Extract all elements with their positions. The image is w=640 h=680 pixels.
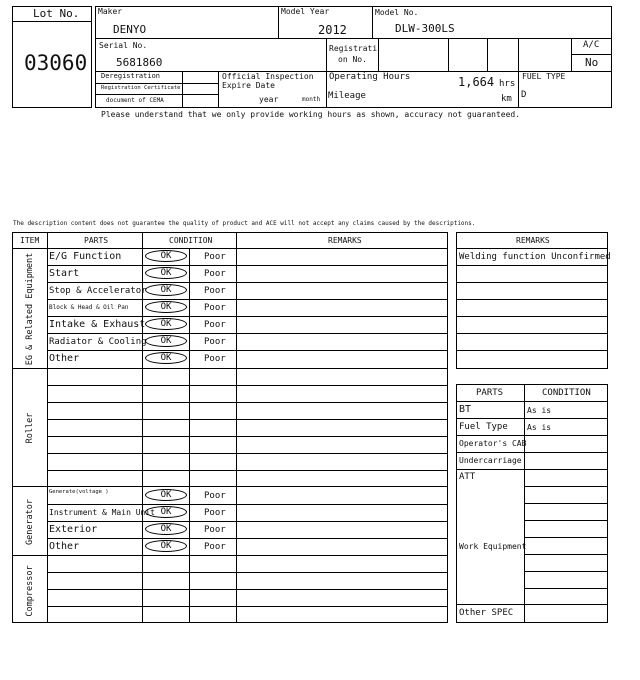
operating-hours-label: Operating Hours bbox=[329, 72, 411, 82]
other-spec-label: Other SPEC bbox=[459, 608, 514, 618]
ok-circled: OK bbox=[145, 352, 187, 364]
side-remarks-header: REMARKS bbox=[516, 236, 550, 245]
working-hours-notice: Please understand that we only provide working hours as shown, accuracy not guaranteed. bbox=[101, 110, 521, 119]
ok-circled: OK bbox=[145, 523, 187, 535]
remark-item: Welding function Unconfirmed bbox=[459, 252, 611, 262]
ok-circled: OK bbox=[145, 250, 187, 262]
poor-label: Poor bbox=[204, 354, 226, 364]
ok-circled: OK bbox=[145, 318, 187, 330]
deregistration-label: Deregistration bbox=[101, 72, 161, 80]
item-header: ITEM bbox=[20, 236, 40, 245]
year-label: year bbox=[259, 95, 279, 104]
fuel-type-part-label: Fuel Type bbox=[459, 422, 508, 432]
model-no-value: DLW-300LS bbox=[395, 22, 455, 35]
lot-number: 03060 bbox=[24, 51, 88, 75]
part-radiator-cooling: Radiator & Cooling bbox=[49, 337, 147, 347]
poor-label: Poor bbox=[204, 269, 226, 279]
condition-header: CONDITION bbox=[169, 236, 213, 245]
inspection-label-1: Official Inspection bbox=[222, 72, 314, 81]
ok-circled: OK bbox=[145, 301, 187, 313]
poor-label: Poor bbox=[204, 337, 226, 347]
poor-label: Poor bbox=[204, 491, 226, 501]
parts-header: PARTS bbox=[84, 236, 109, 245]
ok-circled: OK bbox=[145, 284, 187, 296]
hrs-unit: hrs bbox=[499, 79, 516, 89]
cema-document-label: document of CEMA bbox=[106, 97, 164, 104]
item-generator: Generator bbox=[25, 498, 35, 546]
ok-circled: OK bbox=[145, 540, 187, 552]
poor-label: Poor bbox=[204, 320, 226, 330]
inspection-label-2: Expire Date bbox=[222, 81, 275, 90]
remarks-header: REMARKS bbox=[328, 236, 362, 245]
part-other: Other bbox=[49, 541, 80, 552]
part-start: Start bbox=[49, 268, 80, 279]
part-eg-function: E/G Function bbox=[49, 251, 122, 262]
operators-cab-label: Operator's CAB bbox=[459, 439, 527, 448]
poor-label: Poor bbox=[204, 252, 226, 262]
part-other: Other bbox=[49, 353, 80, 364]
ok-circled: OK bbox=[145, 335, 187, 347]
item-eg-related-equipment: EG & Related Equipment bbox=[25, 252, 35, 366]
undercarriage-label: Undercarriage bbox=[459, 456, 522, 465]
fuel-type-value: D bbox=[521, 90, 527, 100]
ok-circled: OK bbox=[145, 506, 187, 518]
part-block-head-oil-pan: Block & Head & Oil Pan bbox=[49, 304, 129, 311]
registration-label-1: Registrati bbox=[329, 44, 378, 53]
maker-value: DENYO bbox=[113, 23, 147, 36]
serial-label: Serial No. bbox=[99, 41, 148, 50]
operating-hours-value: 1,664 bbox=[458, 75, 495, 89]
side-condition-header: CONDITION bbox=[542, 388, 591, 398]
work-equipment-label: Work Equipment bbox=[459, 542, 527, 551]
fuel-type-label: FUEL TYPE bbox=[522, 72, 566, 81]
fuel-type-condition: As is bbox=[527, 423, 552, 432]
ok-circled: OK bbox=[145, 267, 187, 279]
part-instrument-main-unit: Instrument & Main Unit bbox=[49, 508, 155, 517]
registration-certificate-label: Registration Certificate bbox=[101, 85, 181, 91]
model-year-label: Model Year bbox=[281, 7, 330, 16]
bt-condition: As is bbox=[527, 406, 552, 415]
part-generate-voltage: Generate(voltage ) bbox=[49, 489, 109, 495]
poor-label: Poor bbox=[204, 525, 226, 535]
poor-label: Poor bbox=[204, 303, 226, 313]
model-no-label: Model No. bbox=[375, 8, 419, 17]
part-exterior: Exterior bbox=[49, 524, 98, 535]
ac-value: No bbox=[585, 56, 599, 69]
part-intake-exhaust: Intake & Exhaust bbox=[49, 319, 146, 330]
disclaimer: The description content does not guarantee the quality of product and ACE will not accept any claims caused by the descriptions. bbox=[13, 220, 476, 227]
poor-label: Poor bbox=[204, 542, 226, 552]
registration-label-2: on No. bbox=[338, 55, 367, 64]
side-parts-header: PARTS bbox=[476, 388, 504, 398]
mileage-label: Mileage bbox=[328, 91, 366, 101]
maker-label: Maker bbox=[98, 7, 123, 16]
km-unit: km bbox=[501, 94, 512, 104]
bt-label: BT bbox=[459, 404, 472, 415]
ac-label: A/C bbox=[583, 40, 600, 50]
part-stop-accelerator: Stop & Accelerator bbox=[49, 286, 147, 296]
lot-label: Lot No. bbox=[33, 7, 80, 20]
poor-label: Poor bbox=[204, 286, 226, 296]
ok-circled: OK bbox=[145, 489, 187, 501]
month-label: month bbox=[302, 96, 321, 103]
att-label: ATT bbox=[459, 472, 476, 482]
serial-value: 5681860 bbox=[116, 56, 163, 69]
model-year-value: 2012 bbox=[318, 23, 347, 37]
item-compressor: Compressor bbox=[25, 565, 35, 617]
poor-label: Poor bbox=[204, 508, 226, 518]
item-roller: Roller bbox=[25, 412, 35, 444]
